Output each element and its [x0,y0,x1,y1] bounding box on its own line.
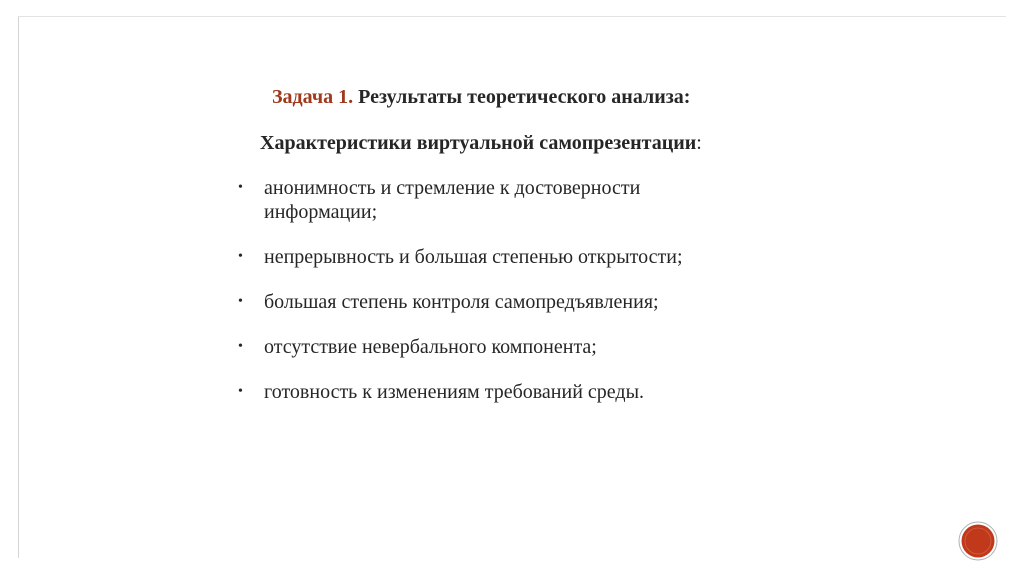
circle-badge-icon [958,521,998,561]
list-item-text: непрерывность и большая степенью открытости; [264,246,683,268]
title-text: Результаты теоретического анализа: [353,86,691,108]
bullet-dot: • [238,294,243,309]
list-item [238,290,738,314]
subtitle-tail: : [696,132,702,154]
list-item-text: готовность к изменениям требований среды. [264,381,645,403]
slide-subtitle [260,132,702,155]
subtitle-bold: Характеристики виртуальной самопрезентации [260,132,697,154]
bullet-list [238,176,738,425]
bullet-dot: • [238,180,243,195]
slide-border-top [18,16,1006,17]
list-item [238,245,738,269]
slide-border-left [18,16,19,558]
slide-title [272,86,690,109]
list-item [238,380,738,404]
list-item-text: анонимность и стремление к достоверности информации; [264,177,641,223]
list-item-text: отсутствие невербального компонента; [264,336,597,358]
bullet-dot: • [238,249,243,264]
bullet-dot: • [238,384,243,399]
list-item [238,335,738,359]
list-item-text: большая степень контроля самопредъявления; [264,291,659,313]
bullet-dot: • [238,339,243,354]
title-label: Задача 1. [272,86,354,108]
list-item [238,176,738,224]
